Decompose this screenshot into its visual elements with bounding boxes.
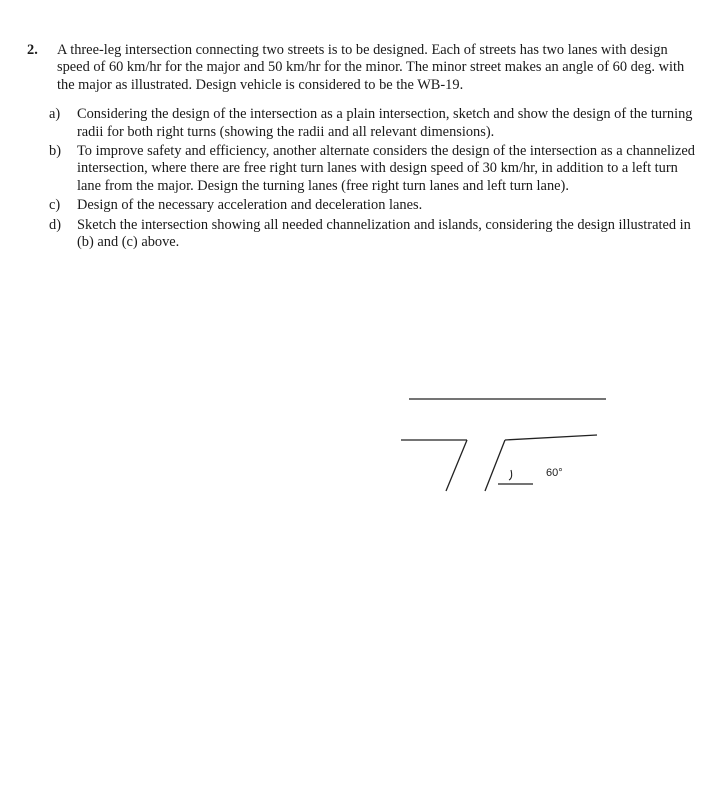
- part-label: b): [49, 143, 61, 160]
- part-text: Sketch the intersection showing all needed channelization and islands, considering the design illustrated in (b) and (c) above.: [77, 216, 691, 251]
- part-label: a): [49, 106, 61, 123]
- part-text: Design of the necessary acceleration and deceleration lanes.: [77, 197, 423, 214]
- part-text: Considering the design of the intersection as a plain intersection, sketch and show the design of the turning radii for both right turns (showing the radii and all relevant dimensions).: [77, 106, 693, 140]
- part-c: [49, 197, 695, 214]
- question-parts: [49, 106, 695, 251]
- angle-arc: [509, 470, 512, 480]
- part-label: d): [49, 216, 61, 233]
- part-label: c): [49, 197, 61, 214]
- angle-label: 60°: [546, 467, 563, 479]
- part-a: [49, 106, 695, 141]
- part-text: To improve safety and efficiency, another alternate considers the design of the intersection as a channelized intersection, where there are free right turn lanes with design speed of 30 km/hr, in addition to a left turn lane from the major. Design the turning lanes (free right turn lanes and left turn lane).: [77, 143, 695, 194]
- minor-street-left-edge: [446, 440, 467, 491]
- question-number: 2.: [27, 42, 38, 58]
- minor-street-right-edge: [485, 440, 505, 491]
- question-text: A three-leg intersection connecting two streets is to be designed. Each of streets has two lanes with design speed of 60 km/hr for the major and 50 km/hr for the minor. The minor street makes an angle of 60 deg. with the major as illustrated. Design vehicle is considered to be the WB-19.: [57, 42, 685, 93]
- part-d: [49, 217, 695, 252]
- part-b: [49, 143, 695, 195]
- major-street-near-edge-right: [505, 435, 597, 440]
- question-header: [27, 42, 695, 94]
- question-block: [27, 42, 695, 253]
